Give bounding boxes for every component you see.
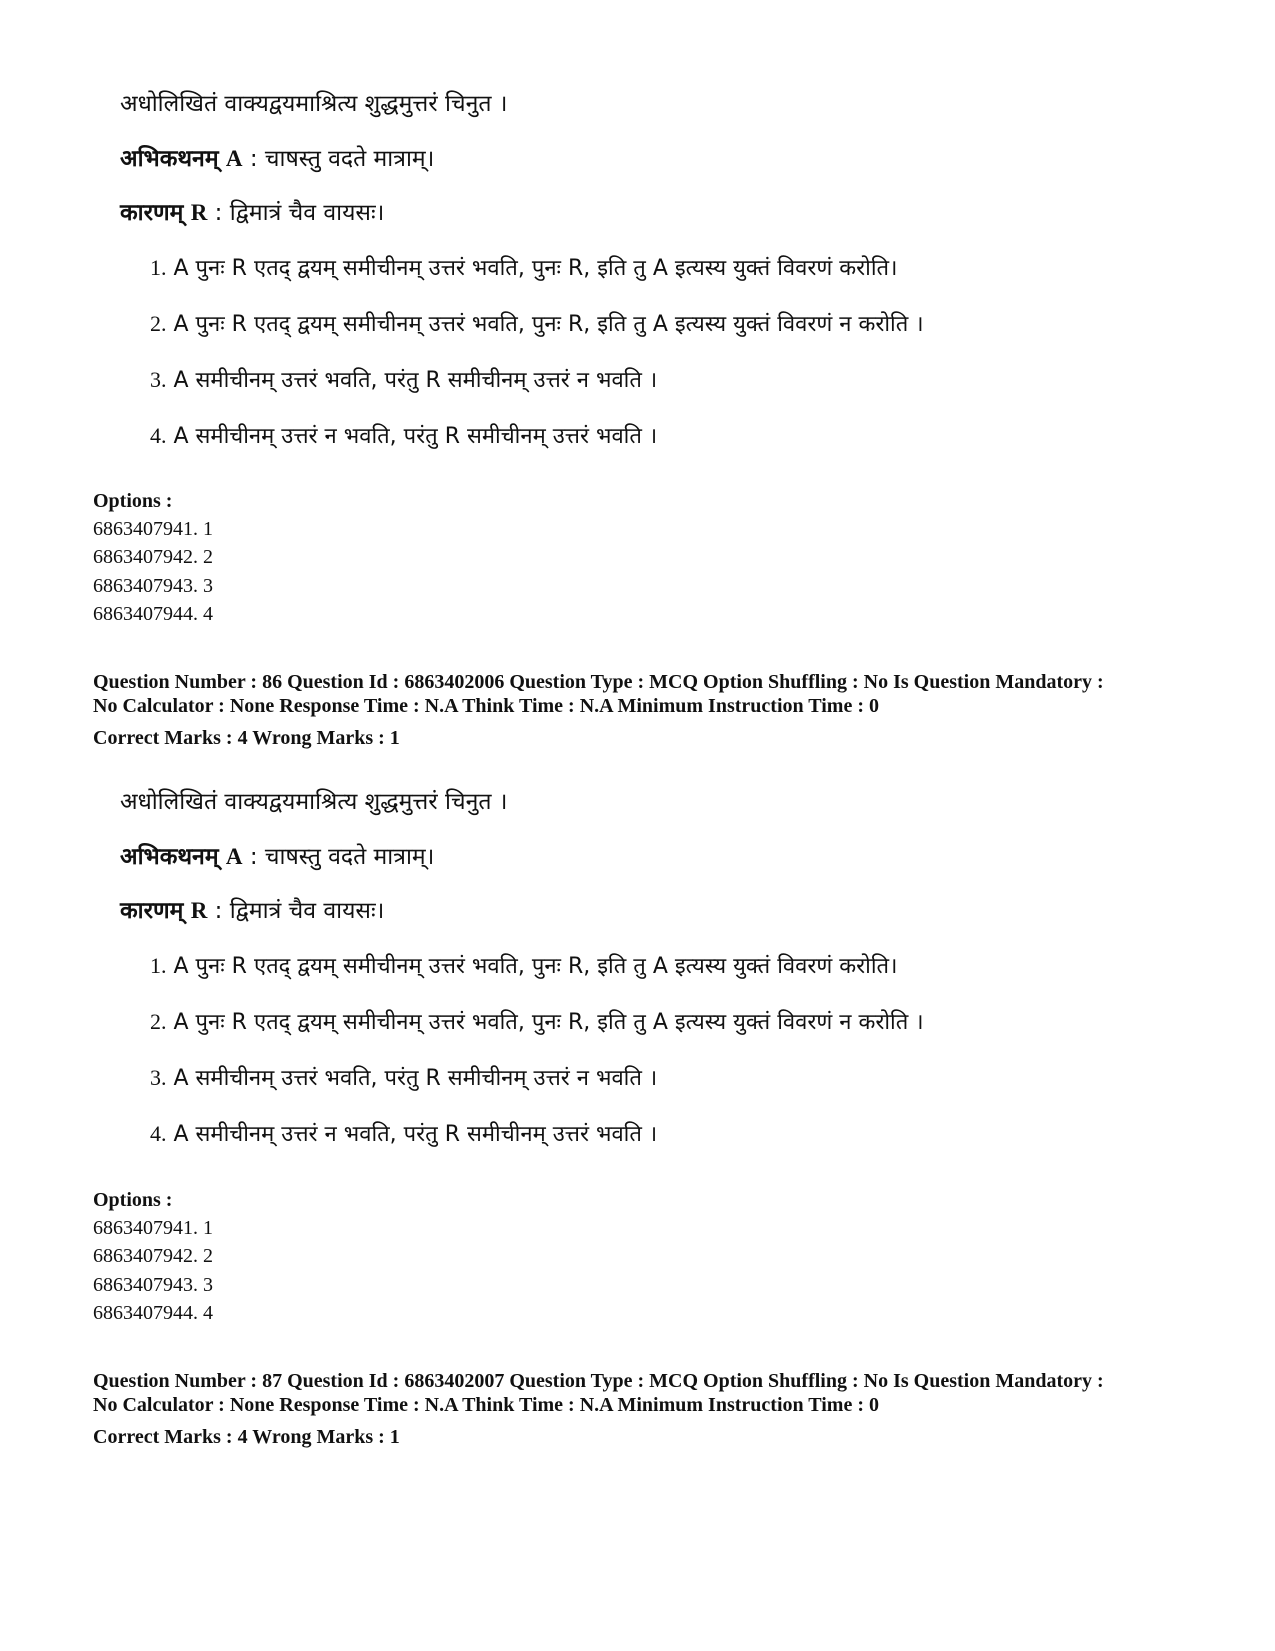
reason-text: : द्विमात्रं चैव वायसः। (207, 200, 385, 226)
assertion-label: अभिकथनम् (120, 844, 219, 870)
choice-item (150, 950, 897, 980)
question-meta-line-2: No Calculator : None Response Time : N.A Think Time : N.A Minimum Instruction Time : 0 (93, 695, 879, 717)
assertion-label: अभिकथनम् (120, 146, 219, 172)
choice-item (150, 1062, 657, 1092)
choice-text: A समीचीनम् उत्तरं न भवति, परंतु R समीचीनम् उत्तरं भवति । (173, 424, 658, 449)
option-row: 6863407944. 4 (93, 1302, 213, 1324)
reason-text: : द्विमात्रं चैव वायसः। (207, 898, 385, 924)
choice-item (150, 252, 897, 282)
question-meta (93, 670, 1213, 718)
options-label: Options : (93, 1189, 173, 1211)
question-instruction: अधोलिखितं वाक्यद्वयमाश्रित्य शुद्धमुत्तरं चिनुत । (120, 91, 508, 117)
reason-letter: R (190, 898, 208, 923)
choice-number: 4. (150, 423, 167, 448)
choice-text: A समीचीनम् उत्तरं न भवति, परंतु R समीचीनम् उत्तरं भवति । (173, 1122, 658, 1147)
assertion-letter: A (225, 844, 243, 869)
reason-label: कारणम् (120, 898, 184, 924)
assertion-line (120, 141, 434, 173)
choice-text: A समीचीनम् उत्तरं भवति, परंतु R समीचीनम् उत्तरं न भवति । (173, 1066, 658, 1091)
option-row: 6863407941. 1 (93, 1217, 213, 1239)
assertion-letter: A (225, 146, 243, 171)
option-row: 6863407944. 4 (93, 603, 213, 625)
option-row: 6863407943. 3 (93, 575, 213, 597)
choice-number: 3. (150, 367, 167, 392)
option-row: 6863407943. 3 (93, 1274, 213, 1296)
choice-number: 2. (150, 1009, 167, 1034)
question-meta-line-1: Question Number : 87 Question Id : 6863402007 Question Type : MCQ Option Shuffling : No Is Question Mandatory : (93, 1370, 1104, 1392)
choice-number: 2. (150, 311, 167, 336)
choice-item (150, 420, 657, 450)
choice-text: A पुनः R एतद् द्वयम् समीचीनम् उत्तरं भवति, पुनः R, इति तु A इत्यस्य युक्तं विवरणं करोति। (173, 954, 898, 979)
choice-text: A पुनः R एतद् द्वयम् समीचीनम् उत्तरं भवति, पुनः R, इति तु A इत्यस्य युक्तं विवरणं न करोति । (173, 312, 924, 337)
choice-number: 3. (150, 1065, 167, 1090)
options-label: Options : (93, 490, 173, 512)
question-meta-line-2: No Calculator : None Response Time : N.A Think Time : N.A Minimum Instruction Time : 0 (93, 1394, 879, 1416)
reason-letter: R (190, 200, 208, 225)
choice-number: 4. (150, 1121, 167, 1146)
reason-line (120, 195, 384, 227)
question-instruction: अधोलिखितं वाक्यद्वयमाश्रित्य शुद्धमुत्तरं चिनुत । (120, 789, 508, 815)
choice-text: A समीचीनम् उत्तरं भवति, परंतु R समीचीनम् उत्तरं न भवति । (173, 368, 658, 393)
question-marks: Correct Marks : 4 Wrong Marks : 1 (93, 727, 400, 749)
choice-item (150, 308, 924, 338)
choice-number: 1. (150, 953, 167, 978)
choice-item (150, 364, 657, 394)
question-marks: Correct Marks : 4 Wrong Marks : 1 (93, 1426, 400, 1448)
option-row: 6863407942. 2 (93, 546, 213, 568)
assertion-text: : चाषस्तु वदते मात्राम्। (242, 844, 435, 870)
reason-line (120, 893, 384, 925)
assertion-line (120, 839, 434, 871)
question-meta (93, 1369, 1213, 1417)
assertion-text: : चाषस्तु वदते मात्राम्। (242, 146, 435, 172)
choice-item (150, 1006, 924, 1036)
question-meta-line-1: Question Number : 86 Question Id : 6863402006 Question Type : MCQ Option Shuffling : No Is Question Mandatory : (93, 671, 1104, 693)
choice-item (150, 1118, 657, 1148)
choice-text: A पुनः R एतद् द्वयम् समीचीनम् उत्तरं भवति, पुनः R, इति तु A इत्यस्य युक्तं विवरणं करोति। (173, 256, 898, 281)
option-row: 6863407941. 1 (93, 518, 213, 540)
choice-text: A पुनः R एतद् द्वयम् समीचीनम् उत्तरं भवति, पुनः R, इति तु A इत्यस्य युक्तं विवरणं न करोति । (173, 1010, 924, 1035)
option-row: 6863407942. 2 (93, 1245, 213, 1267)
reason-label: कारणम् (120, 200, 184, 226)
choice-number: 1. (150, 255, 167, 280)
